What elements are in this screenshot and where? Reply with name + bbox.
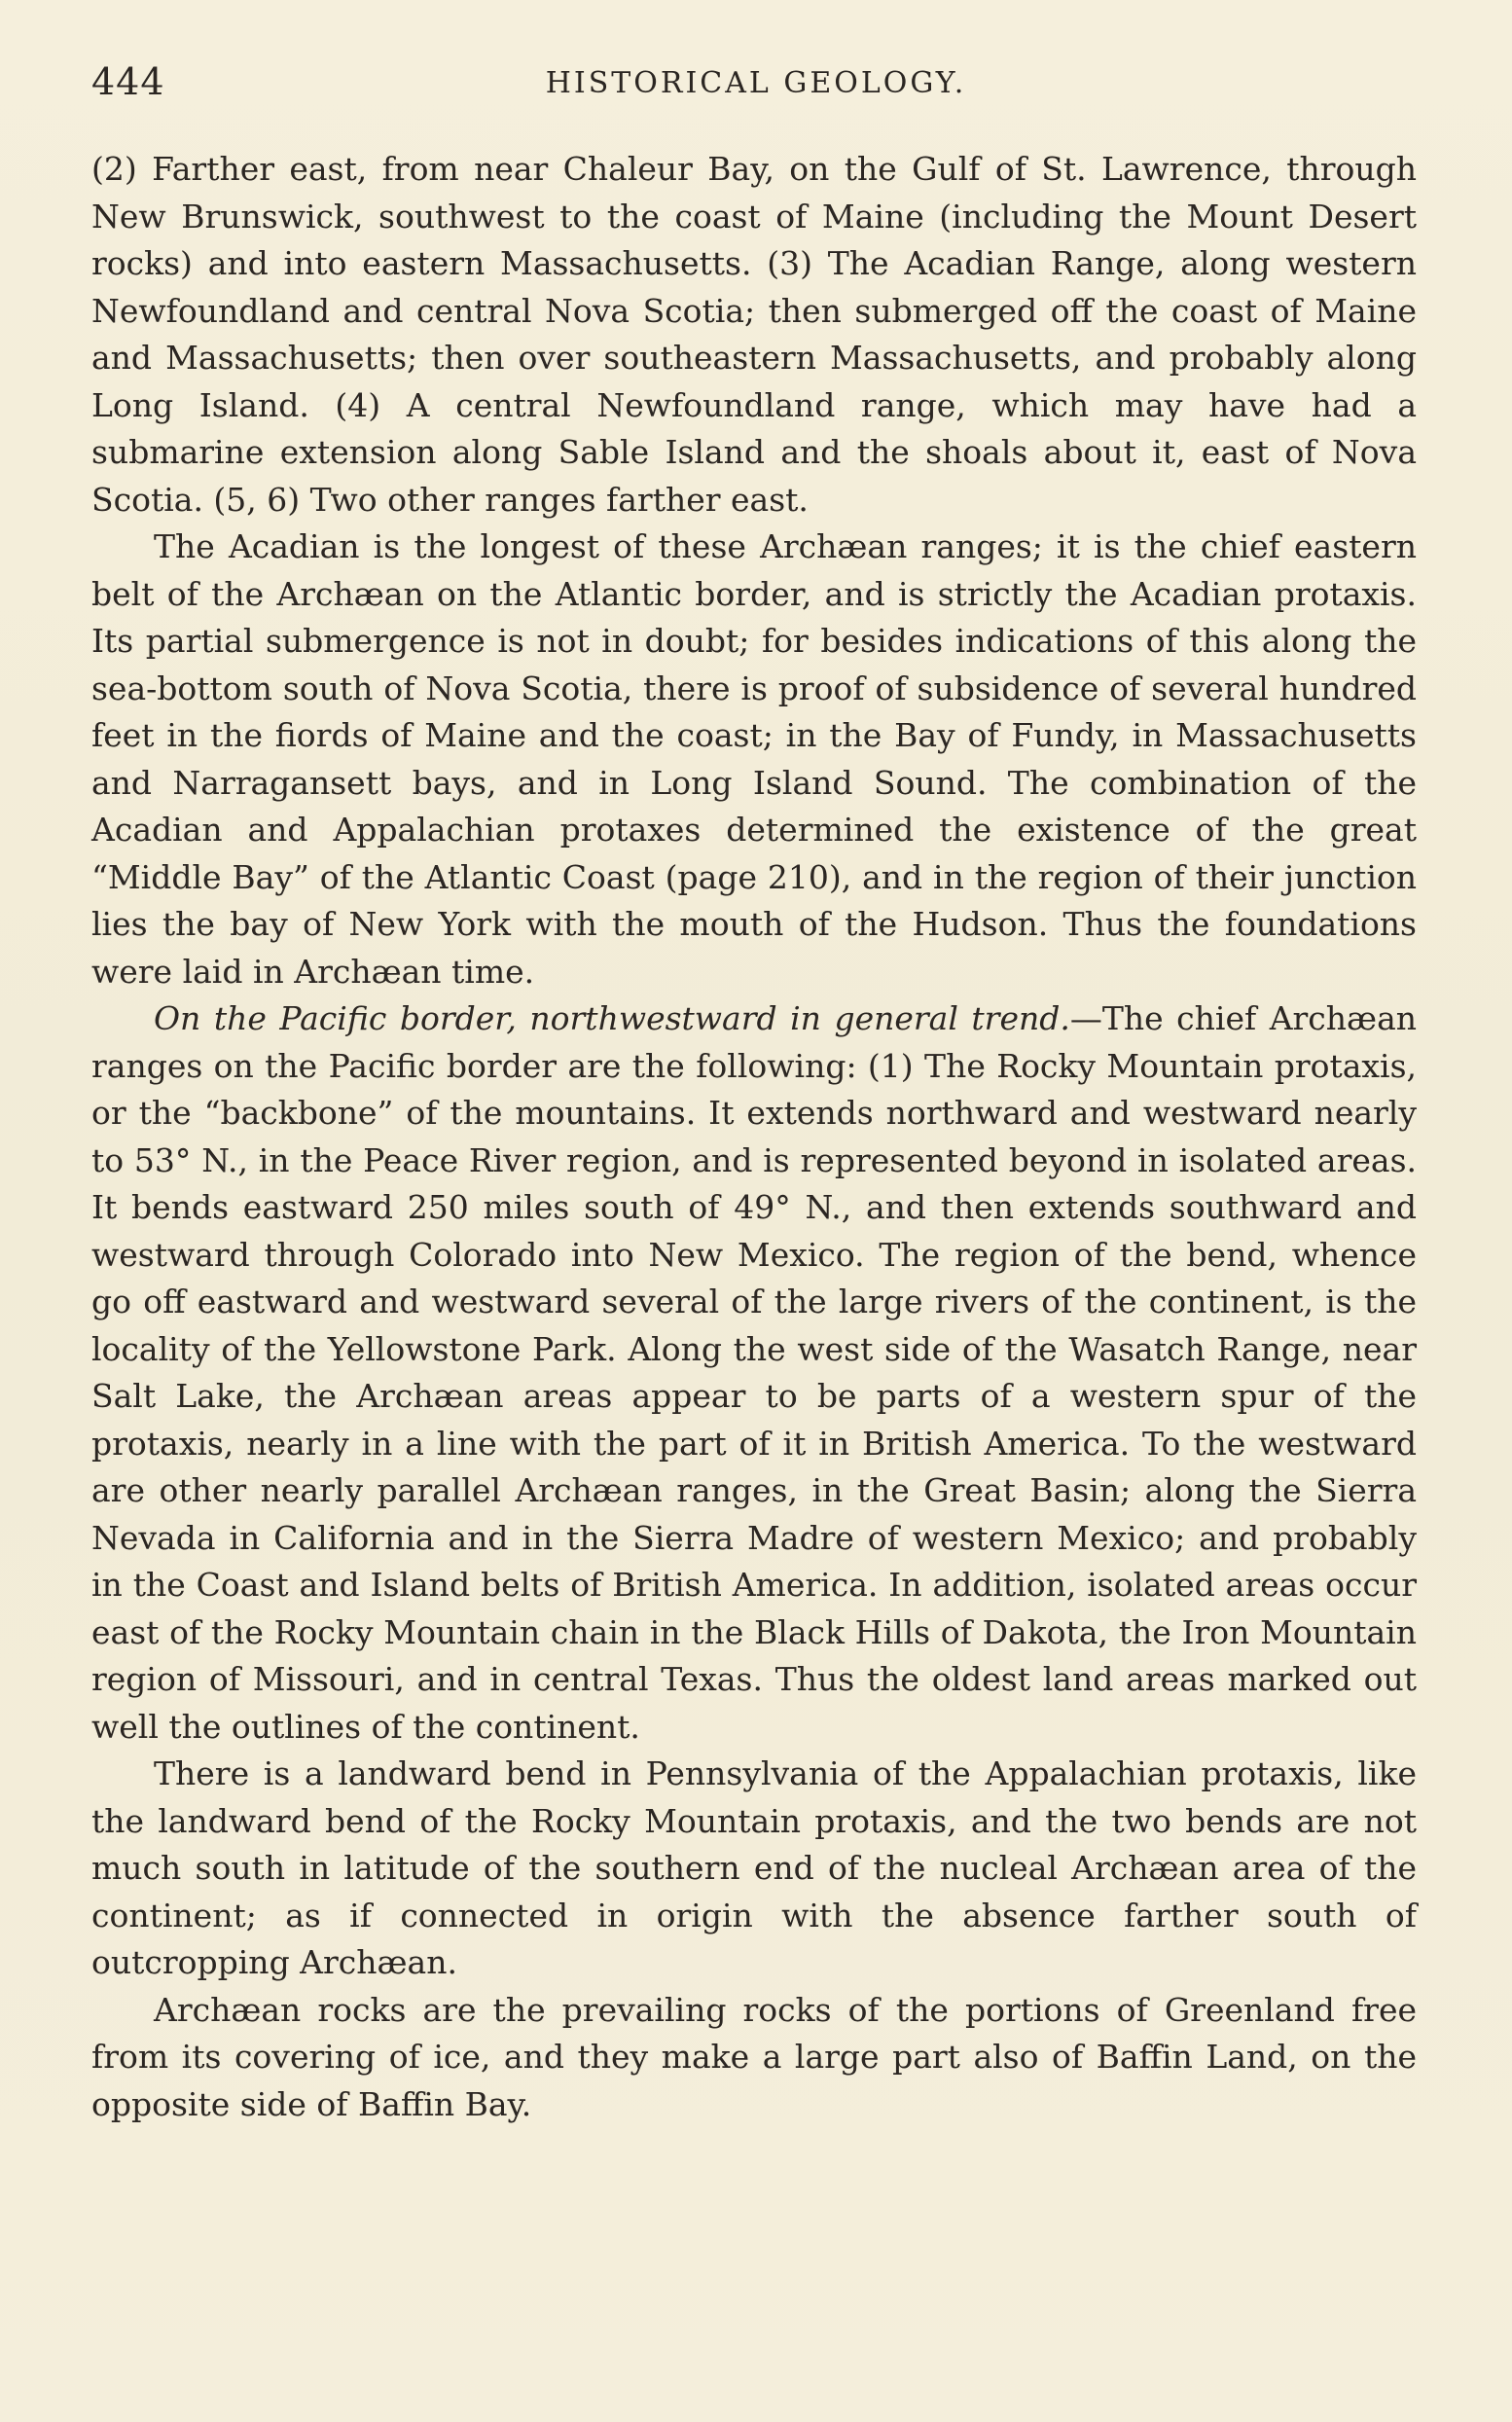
paragraph-pacific-border: [91, 995, 1417, 1751]
paragraph-text: The Acadian is the longest of these Archæan ranges; it is the chief eastern belt of the Archæan on the Atlantic border, and is strictly the Acadian protaxis. Its partial submergence is not in doubt; for besides indications of this along the sea-bottom south of Nova Scotia, there is proof of subsidence of several hundred feet in the fiords of Maine and the coast; in the Bay of Fundy, in Massachusetts and Narragansett bays, and in Long Island Sound. The combination of the Acadian and Appalachian protaxes determined the existence of the great “Middle Bay” of the Atlantic Coast (page 210), and in the region of their junction lies the bay of New York with the mouth of the Hudson. Thus the foundations were laid in Archæan time.: [91, 527, 1417, 991]
page-header: [91, 60, 1421, 119]
paragraph-text: Archæan rocks are the prevailing rocks of the portions of Greenland free from its covering of ice, and they make a large part also of Baffin Land, on the opposite side of Baffin Bay.: [91, 1990, 1417, 2123]
running-head: HISTORICAL GEOLOGY.: [545, 66, 967, 100]
paragraph-ranges-east: [91, 146, 1417, 524]
paragraph-text: —The chief Archæan ranges on the Pacific border are the following: (1) The Rocky Mountain protaxis, or the “backbone” of the mountains. It extends northward and westward nearly to 53° N., in the Peace River region, and is represented beyond in isolated areas. It bends eastward 250 miles south of 49° N., and then extends southward and westward through Colorado into New Mexico. The region of the bend, whence go off eastward and westward several of the large rivers of the continent, is the locality of the Yellowstone Park. Along the west side of the Wasatch Range, near Salt Lake, the Archæan areas appear to be parts of a western spur of the protaxis, nearly in a line with the part of it in British America. To the westward are other nearly parallel Archæan ranges, in the Great Basin; along the Sierra Nevada in California and in the Sierra Madre of western Mexico; and probably in the Coast and Island belts of British America. In addition, isolated areas occur east of the Rocky Mountain chain in the Black Hills of Dakota, the Iron Mountain region of Missouri, and in central Texas. Thus the oldest land areas marked out well the outlines of the continent.: [91, 999, 1417, 1746]
paragraph-text: (2) Farther east, from near Chaleur Bay, on the Gulf of St. Lawrence, through New Brunswick, southwest to the coast of Maine (including the Mount Desert rocks) and into eastern Massachusetts. (3) The Acadian Range, along western Newfoundland and central Nova Scotia; then submerged off the coast of Maine and Massachusetts; then over southeastern Massachusetts, and probably along Long Island. (4) A central Newfoundland range, which may have had a submarine extension along Sable Island and the shoals about it, east of Nova Scotia. (5, 6) Two other ranges farther east.: [91, 150, 1417, 519]
paragraph-acadian: [91, 524, 1417, 995]
paragraph-greenland: [91, 1987, 1417, 2129]
paragraph-text: There is a landward bend in Pennsylvania of the Appalachian protaxis, like the landward bend of the Rocky Mountain protaxis, and the two bends are not much south in latitude of the southern end of the nucleal Archæan area of the continent; as if connected in origin with the absence farther south of outcropping Archæan.: [91, 1754, 1417, 1981]
paragraph-lead-in: On the Pacific border, northwestward in general trend.: [154, 999, 1070, 1037]
paragraph-landward-bend: [91, 1751, 1417, 1987]
page-number: 444: [91, 60, 165, 103]
body-text: [91, 146, 1417, 2128]
